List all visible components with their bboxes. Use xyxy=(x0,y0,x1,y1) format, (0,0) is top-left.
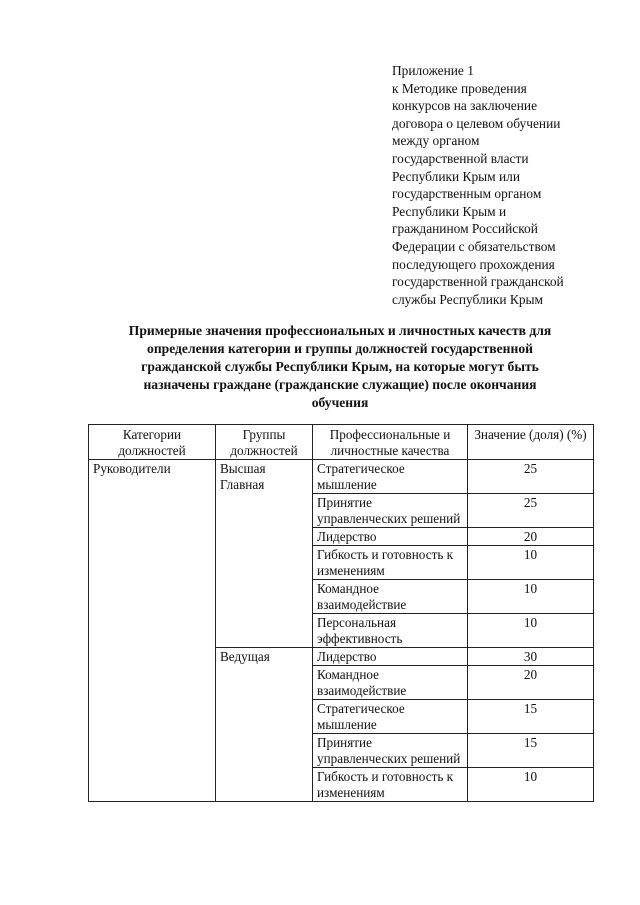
title-line: назначены граждане (гражданские служащие) после окончания xyxy=(143,377,537,392)
header-category: Категории должностей xyxy=(89,425,216,460)
header-value: Значение (доля) (%) xyxy=(468,425,594,460)
title-line: гражданской службы Республики Крым, на которые могут быть xyxy=(141,359,539,374)
quality-cell: Принятие управленческих решений xyxy=(313,494,468,528)
appendix-line: Федерации с обязательством xyxy=(392,238,556,254)
quality-cell: Стратегическое мышление xyxy=(313,700,468,734)
appendix-line: к Методике проведения xyxy=(392,80,527,96)
header-group: Группы должностей xyxy=(216,425,313,460)
appendix-line: договора о целевом обучении xyxy=(392,115,561,131)
quality-cell: Командное взаимодействие xyxy=(313,580,468,614)
appendix-line: службы Республики Крым xyxy=(392,291,543,307)
appendix-line: между органом xyxy=(392,133,480,149)
appendix-line: конкурсов на заключение xyxy=(392,98,538,114)
value-cell: 10 xyxy=(468,614,594,648)
document-title xyxy=(70,322,610,412)
quality-cell: Персональная эффективность xyxy=(313,614,468,648)
value-cell: 25 xyxy=(468,494,594,528)
appendix-line: государственным органом xyxy=(392,186,542,202)
value-cell: 25 xyxy=(468,460,594,494)
table-header-row xyxy=(89,425,594,460)
value-cell: 10 xyxy=(468,580,594,614)
value-cell: 20 xyxy=(468,528,594,546)
quality-cell: Лидерство xyxy=(313,528,468,546)
appendix-line: государственной власти xyxy=(392,150,529,166)
quality-cell: Лидерство xyxy=(313,648,468,666)
value-cell: 15 xyxy=(468,700,594,734)
appendix-line: Республики Крым и xyxy=(392,203,507,219)
appendix-line: последующего прохождения xyxy=(392,256,555,272)
quality-cell: Принятие управленческих решений xyxy=(313,734,468,768)
value-cell: 10 xyxy=(468,546,594,580)
appendix-line: Республики Крым или xyxy=(392,168,520,184)
group-cell: Ведущая xyxy=(216,648,313,802)
qualities-table xyxy=(88,424,594,802)
appendix-line: государственной гражданской xyxy=(392,274,564,290)
quality-cell: Гибкость и готовность к изменениям xyxy=(313,768,468,802)
value-cell: 10 xyxy=(468,768,594,802)
value-cell: 30 xyxy=(468,648,594,666)
group-cell: Высшая Главная xyxy=(216,460,313,648)
value-cell: 20 xyxy=(468,666,594,700)
value-cell: 15 xyxy=(468,734,594,768)
header-quality: Профессиональные и личностные качества xyxy=(313,425,468,460)
title-line: Примерные значения профессиональных и личностных качеств для xyxy=(128,323,552,338)
title-line: определения категории и группы должностей государственной xyxy=(147,341,533,356)
category-cell: Руководители xyxy=(89,460,216,802)
quality-cell: Командное взаимодействие xyxy=(313,666,468,700)
table-row xyxy=(89,460,594,494)
appendix-line: гражданином Российской xyxy=(392,221,538,237)
appendix-line: Приложение 1 xyxy=(392,63,474,78)
appendix-note xyxy=(392,62,622,308)
quality-cell: Стратегическое мышление xyxy=(313,460,468,494)
title-line: обучения xyxy=(311,395,369,410)
quality-cell: Гибкость и готовность к изменениям xyxy=(313,546,468,580)
